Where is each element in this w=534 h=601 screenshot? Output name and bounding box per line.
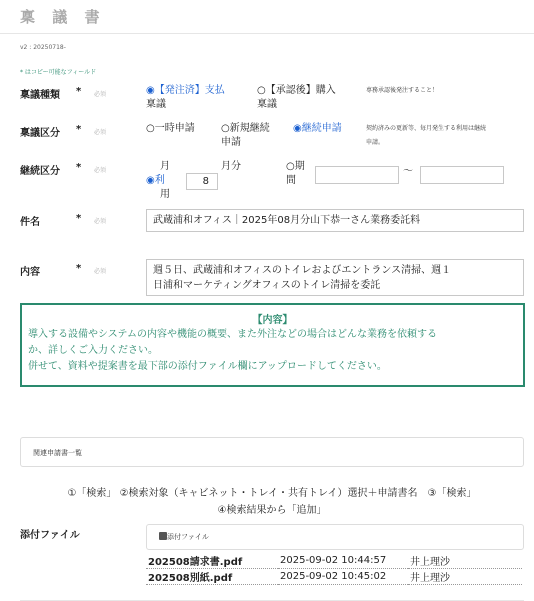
- related-requests-panel[interactable]: [20, 437, 524, 467]
- radio-one-time[interactable]: [146, 122, 195, 136]
- required-star: *: [76, 213, 82, 224]
- content-line1: 週５日、武蔵浦和オフィスのトイレおよびエントランス清掃、週１: [153, 265, 452, 276]
- content-guidance-box: [20, 303, 525, 387]
- page-title: 稟 議 書: [20, 8, 106, 26]
- required-tag: 必須: [94, 218, 107, 225]
- table-row: [146, 553, 522, 569]
- radio-paid-payment-label2: 稟議: [146, 99, 166, 110]
- radio-new-continuous-label2: 申請: [221, 137, 241, 148]
- radio-purchase-label2: 稟議: [257, 99, 277, 110]
- guidance-line2: か、詳しくご入力ください。: [28, 345, 158, 356]
- attach-icon: [159, 532, 167, 540]
- attachments-label: 添付ファイル: [20, 530, 80, 541]
- content-textarea[interactable]: [146, 259, 524, 296]
- radio-continuation[interactable]: [293, 122, 342, 136]
- continuation-label: 継続区分: [20, 166, 60, 177]
- radio-paid-payment-label: ◉【発注済】支払: [146, 85, 225, 96]
- required-tag: 必須: [94, 268, 107, 275]
- radio-continuation-label: ◉継続申請: [293, 123, 342, 134]
- radio-new-continuous[interactable]: [221, 122, 270, 150]
- ringi-category-label: 稟議区分: [20, 128, 60, 139]
- radio-period[interactable]: [272, 160, 305, 188]
- guidance-line3: 併せて、資料や提案書を最下部の添付ファイル欄にアップロードしてください。: [28, 361, 387, 372]
- file-date: 2025-09-02 10:44:57: [278, 553, 408, 569]
- radio-purchase-label: ○【承認後】購入: [257, 85, 336, 96]
- ringi-category-note-line1: 契約済みの更新等、毎月発生する利用は継続: [366, 125, 487, 132]
- radio-period-label2: 間: [286, 175, 296, 186]
- instructions-line1: ①「検索」 ②検索対象（キャビネット・トレイ・共有トレイ）選択＋申請書名 ③「検索」: [67, 488, 477, 499]
- attach-file-button[interactable]: [159, 532, 209, 542]
- copyable-note: * はコピー可能なフィールド: [20, 69, 97, 76]
- ringi-category-note-line2: 申請。: [366, 139, 385, 146]
- file-name-link[interactable]: 202508別紙.pdf: [146, 569, 278, 585]
- radio-monthly-label3: 用: [160, 189, 170, 200]
- content-line2: 日浦和マーケティングオフィスのトイレ清掃を委託: [153, 280, 381, 291]
- subject-input[interactable]: 武蔵浦和オフィス｜2025年08月分山下恭一さん業務委託料: [146, 209, 524, 232]
- table-row: [146, 569, 522, 585]
- version-label: v2 : 20250718-: [20, 44, 66, 51]
- required-star: *: [76, 162, 82, 173]
- required-star: *: [76, 124, 82, 135]
- required-star: *: [76, 263, 82, 274]
- period-start-input[interactable]: [315, 166, 399, 184]
- guidance-body: [28, 327, 520, 375]
- tilde-separator: 〜: [403, 166, 413, 177]
- instructions-line2: ④検索結果から「追加」: [217, 505, 327, 516]
- header-divider: [0, 33, 534, 34]
- file-uploader: 井上理沙: [408, 569, 522, 585]
- subject-label: 件名: [20, 217, 40, 228]
- attachments-table: [146, 553, 522, 585]
- search-instructions: [20, 485, 524, 519]
- guidance-title: 【内容】: [252, 315, 293, 326]
- required-star: *: [76, 86, 82, 97]
- file-uploader: 井上理沙: [408, 553, 522, 569]
- ringi-type-label: 稟議種類: [20, 90, 60, 101]
- radio-period-label1: ○期: [286, 161, 305, 172]
- ringi-type-note: 専務承認後発注すること！: [366, 87, 439, 94]
- guidance-line1: 導入する設備やシステムの内容や機能の概要、また外注などの場合はどんな業務を依頼する: [28, 329, 437, 340]
- radio-one-time-label: ○一時申請: [146, 123, 195, 134]
- attach-file-button-label: 添付ファイル: [167, 533, 209, 541]
- related-requests-title: 関連申請書一覧: [33, 449, 82, 457]
- period-end-input[interactable]: [420, 166, 504, 184]
- required-tag: 必須: [94, 129, 107, 136]
- required-tag: 必須: [94, 91, 107, 98]
- content-label: 内容: [20, 267, 40, 278]
- radio-monthly-label1: 月: [160, 161, 170, 172]
- radio-paid-payment[interactable]: [146, 84, 225, 112]
- month-count-input[interactable]: 8: [186, 173, 218, 190]
- attachments-toolbar: [146, 524, 524, 550]
- ringi-category-note: [366, 122, 486, 150]
- radio-monthly[interactable]: [146, 160, 170, 202]
- file-name-link[interactable]: 202508請求書.pdf: [146, 553, 278, 569]
- required-tag: 必須: [94, 167, 107, 174]
- radio-monthly-label2: ◉利: [146, 175, 165, 186]
- radio-purchase-after-approval[interactable]: [257, 84, 336, 112]
- month-unit-label: 月分: [221, 161, 241, 172]
- radio-new-continuous-label: ○新規継続: [221, 123, 270, 134]
- file-date: 2025-09-02 10:45:02: [278, 569, 408, 585]
